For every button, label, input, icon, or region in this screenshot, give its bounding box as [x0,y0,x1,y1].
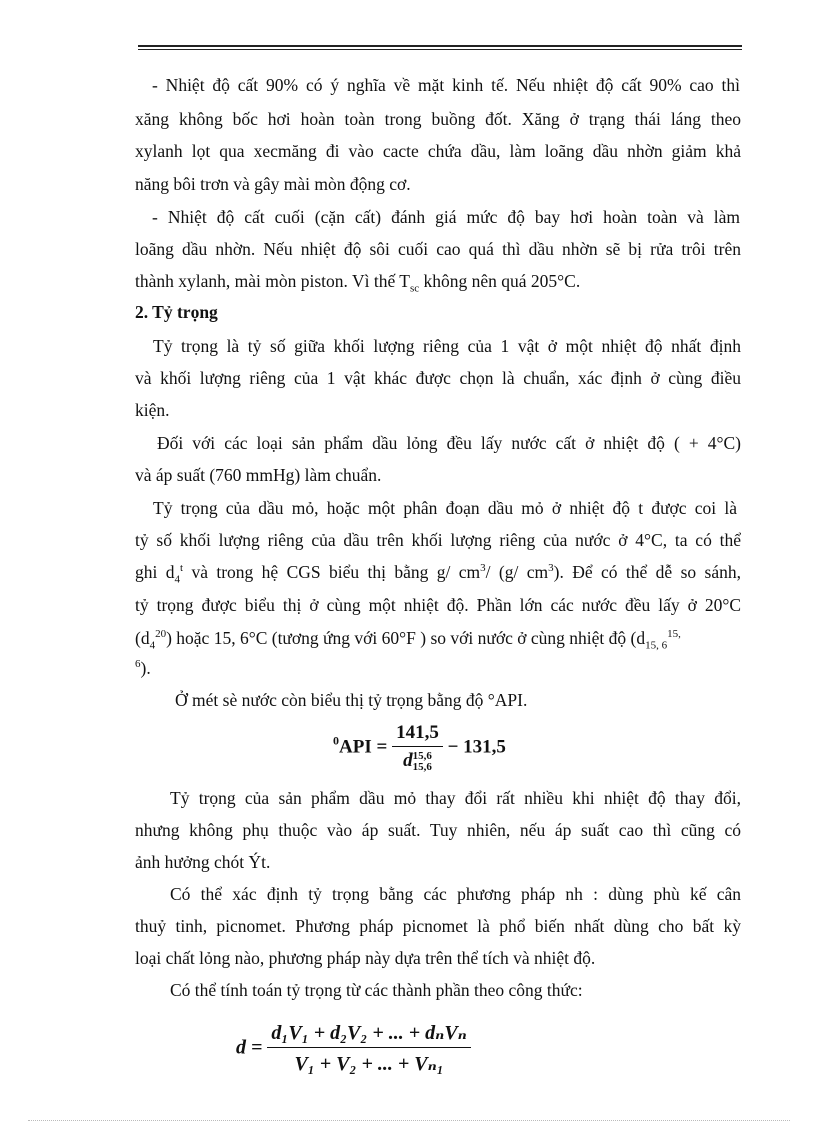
formula-denominator: V₁ + V₂ + ... + Vₙ₁ [294,1053,444,1075]
paragraph-line: Ở mét sè nước còn biểu thị tỷ trọng bằng độ °API. [175,690,528,710]
paragraph-line: ảnh hưởng chót Ýt. [135,852,271,872]
paragraph-line: xylanh lọt qua xecmăng đi vào cacte chứa dầu, làm loãng dầu nhờn giảm khả [135,141,741,161]
paragraph-line: năng bôi trơn và gây mài mòn động cơ. [135,174,411,194]
paragraph-line: Tỷ trọng của sản phẩm dầu mỏ thay đổi rất nhiều khi nhiệt độ thay đổi, [170,788,741,808]
formula-numerator: d₁V₁ + d₂V₂ + ... + dₙVₙ [267,1020,470,1048]
paragraph-line: xăng không bốc hơi hoàn toàn trong buồng đốt. Xăng ở trạng thái láng theo [135,109,741,129]
paragraph-line: Tỷ trọng là tỷ số giữa khối lượng riêng của 1 vật ở một nhiệt độ nhất định [153,336,741,356]
formula-den-sub: 15,6 [412,760,432,773]
paragraph-line [135,628,741,652]
superscript: 6 [135,658,141,671]
footer-rule [28,1120,790,1121]
section-heading: 2. Tỷ trọng [135,302,218,322]
superscript: 20 [155,628,167,641]
text: không nên quá 205°C. [419,271,581,291]
paragraph-line [135,658,741,678]
subscript: 15, 6 [645,639,668,652]
paragraph-line: - Nhiệt độ cất 90% có ý nghĩa về mặt kinh tế. Nếu nhiệt độ cất 90% cao thì [152,75,740,95]
paragraph-line: loại chất lỏng nào, phương pháp này dựa trên thể tích và nhiệt độ. [135,948,596,968]
text: thành xylanh, mài mòn piston. Vì thế T [135,271,410,291]
paragraph-line: thuỷ tinh, picnomet. Phương pháp picnomet là phổ biến nhất dùng cho bất kỳ [135,916,741,936]
formula-lhs: API = [339,736,388,758]
degree-superscript: 0 [333,733,339,748]
formula-d: d [403,750,413,771]
paragraph-line [135,271,741,295]
superscript: t [180,562,184,575]
superscript: 15, [667,628,681,641]
paragraph-line: tỷ trọng được biểu thị ở cùng một nhiệt độ. Phần lớn các nước đều lấy ở 20°C [135,595,741,615]
paragraph-line: và khối lượng riêng của 1 vật khác được chọn là chuẩn, xác định ở cùng điều [135,368,741,388]
formula-numerator: 141,5 [392,722,443,747]
paragraph-line: kiện. [135,400,170,420]
paragraph-line: Có thể tính toán tỷ trọng từ các thành phần theo công thức: [170,980,583,1000]
density-formula [236,1020,471,1076]
text: ) hoặc 15, 6°C (tương ứng với 60°F ) so với nước ở cùng nhiệt độ (d [166,628,646,648]
formula-tail: − 131,5 [447,736,506,758]
paragraph-line: tỷ số khối lượng riêng của dầu trên khối lượng riêng của nước ở 4°C, ta có thể [135,530,741,550]
formula-fraction [392,722,443,773]
paragraph-line: nhưng không phụ thuộc vào áp suất. Tuy nhiên, nếu áp suất cao thì cũng có [135,820,741,840]
text: và trong hệ CGS biểu thị bằng g/ cm [183,562,481,582]
formula-fraction [267,1020,470,1076]
text: ). Để có thể dễ so sánh, [553,562,741,582]
paragraph-line [135,562,741,586]
superscript: 3 [480,562,486,575]
formula-den-sup: 15,6 [412,749,432,762]
formula-denominator [392,747,443,773]
paragraph-line: loãng dầu nhờn. Nếu nhiệt độ sôi cuối cao quá thì dầu nhờn sẽ bị rửa trôi trên [135,239,741,259]
text: / (g/ cm [485,562,549,582]
subscript: 4 [149,639,156,652]
header-rule-thick [138,45,742,47]
paragraph-line: và áp suất (760 mmHg) làm chuẩn. [135,465,382,485]
subscript: 4 [174,573,180,586]
text: (d [135,628,150,648]
superscript: 3 [548,562,554,575]
text: ). [140,658,151,678]
subscript: sc [409,282,420,295]
text: ghi d [135,562,175,582]
header-rule-thin [138,49,742,50]
paragraph-line: - Nhiệt độ cất cuối (cặn cất) đánh giá mức độ bay hơi hoàn toàn và làm [152,207,740,227]
paragraph-line: Tỷ trọng của dầu mỏ, hoặc một phân đoạn dầu mỏ ở nhiệt độ t được coi là [153,498,737,518]
paragraph-line: Đối với các loại sản phẩm dầu lỏng đều lấy nước cất ở nhiệt độ ( + 4°C) [157,433,741,453]
formula-lhs: d = [236,1036,263,1059]
paragraph-line: Có thể xác định tỷ trọng bằng các phương pháp nh : dùng phù kế cân [170,884,741,904]
api-formula [333,722,506,773]
